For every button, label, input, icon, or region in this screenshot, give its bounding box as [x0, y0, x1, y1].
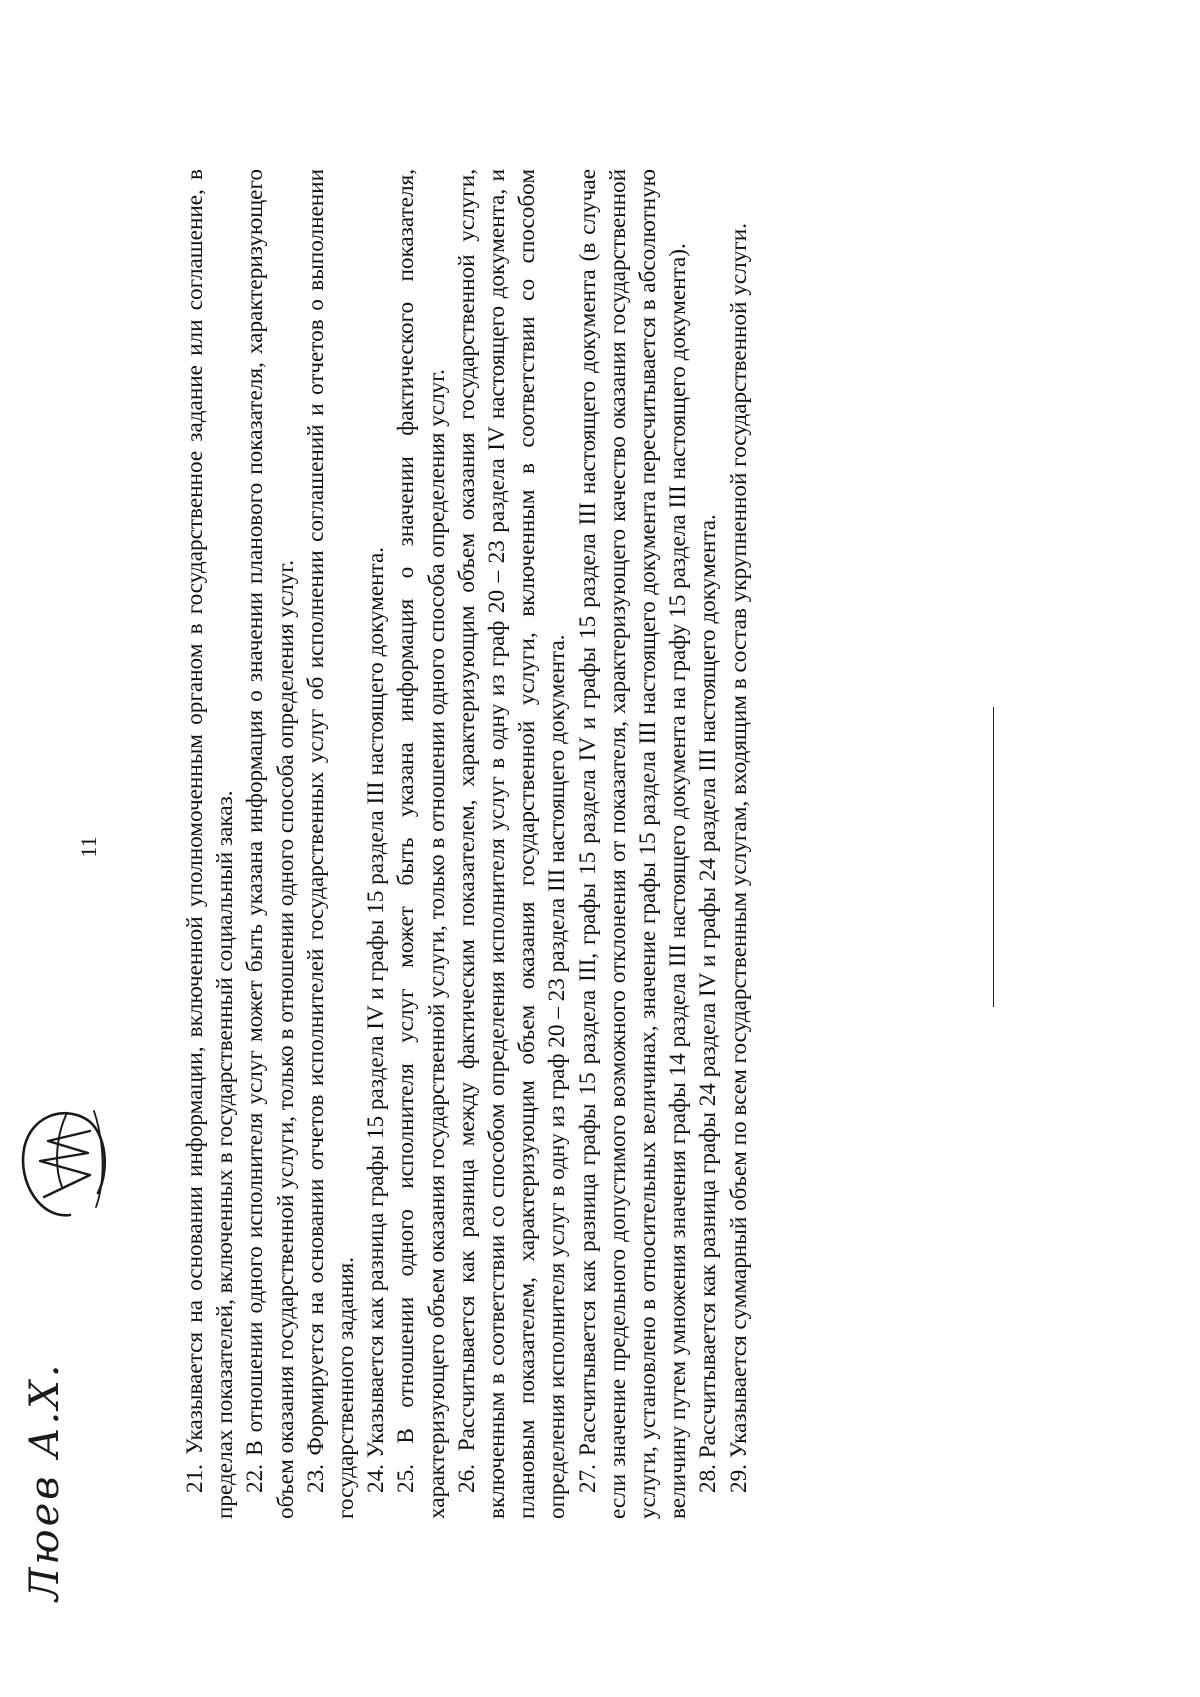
document-body [180, 169, 754, 1519]
paragraph-24: 24. Указывается как разница графы 15 раздела IV и графы 15 раздела III настоящего документа. [363, 546, 390, 1493]
paragraph-28: 28. Рассчитывается как разница графы 24 раздела IV и графы 24 раздела III настоящего документа. [695, 514, 722, 1493]
page-number: 11 [76, 836, 101, 858]
paragraph-25: 25. В отношении одного исполнителя услуг может быть указана информация о значении фактического показателя, характеризующего объем оказания государственной услуги, только в отношении одного способа определения услуг. [393, 169, 450, 1519]
paragraph-21: 21. Указывается на основании информации, включенной уполномоченным органом в государственное задание или соглашение, в пределах показателей, включенных в государственный социальный заказ. [182, 169, 239, 1519]
paragraph-22: 22. В отношении одного исполнителя услуг может быть указана информация о значении планового показателя, характеризующего объем оказания государственной услуги, только в отношении одного способа определения услуг. [242, 169, 299, 1519]
paragraph-26: 26. Рассчитывается как разница между фактическим показателем, характеризующим объем оказания государственной услуги, включенным в соответствии со способом определения исполнителя услуг в одну из граф 20 – 23 раздела IV настоящего документа, и плановым показателем, характеризующим объем оказания государственной услуги, включенным в соответствии со способом определения исполнителя услуг в одну из граф 20 – 23 раздела III настоящего документа. [453, 169, 571, 1519]
signature-name: Люев А.Х. [22, 1361, 68, 1601]
paragraph-27: 27. Рассчитывается как разница графы 15 раздела III, графы 15 раздела IV и графы 15 раздела III настоящего документа (в случае если значение предельного допустимого возможного отклонения от показателя, характеризующего качество оказания государственной услуги, установлено в относительных величинах, значение графы 15 раздела III настоящего документа пересчитывается в абсолютную величину путем умножения значения графы 14 раздела III настоящего документа на графу 15 раздела III настоящего документа). [574, 169, 692, 1519]
handwritten-signature-icon [10, 1097, 120, 1227]
paragraph-23: 23. Формируется на основании отчетов исполнителей государственных услуг об исполнении соглашений и отчетов о выполнении государственного задания. [302, 169, 360, 1519]
end-divider-line [993, 707, 994, 1007]
paragraph-29: 29. Указывается суммарный объем по всем государственным услугам, входящим в состав укрупненной государственной услуги. [725, 223, 752, 1493]
